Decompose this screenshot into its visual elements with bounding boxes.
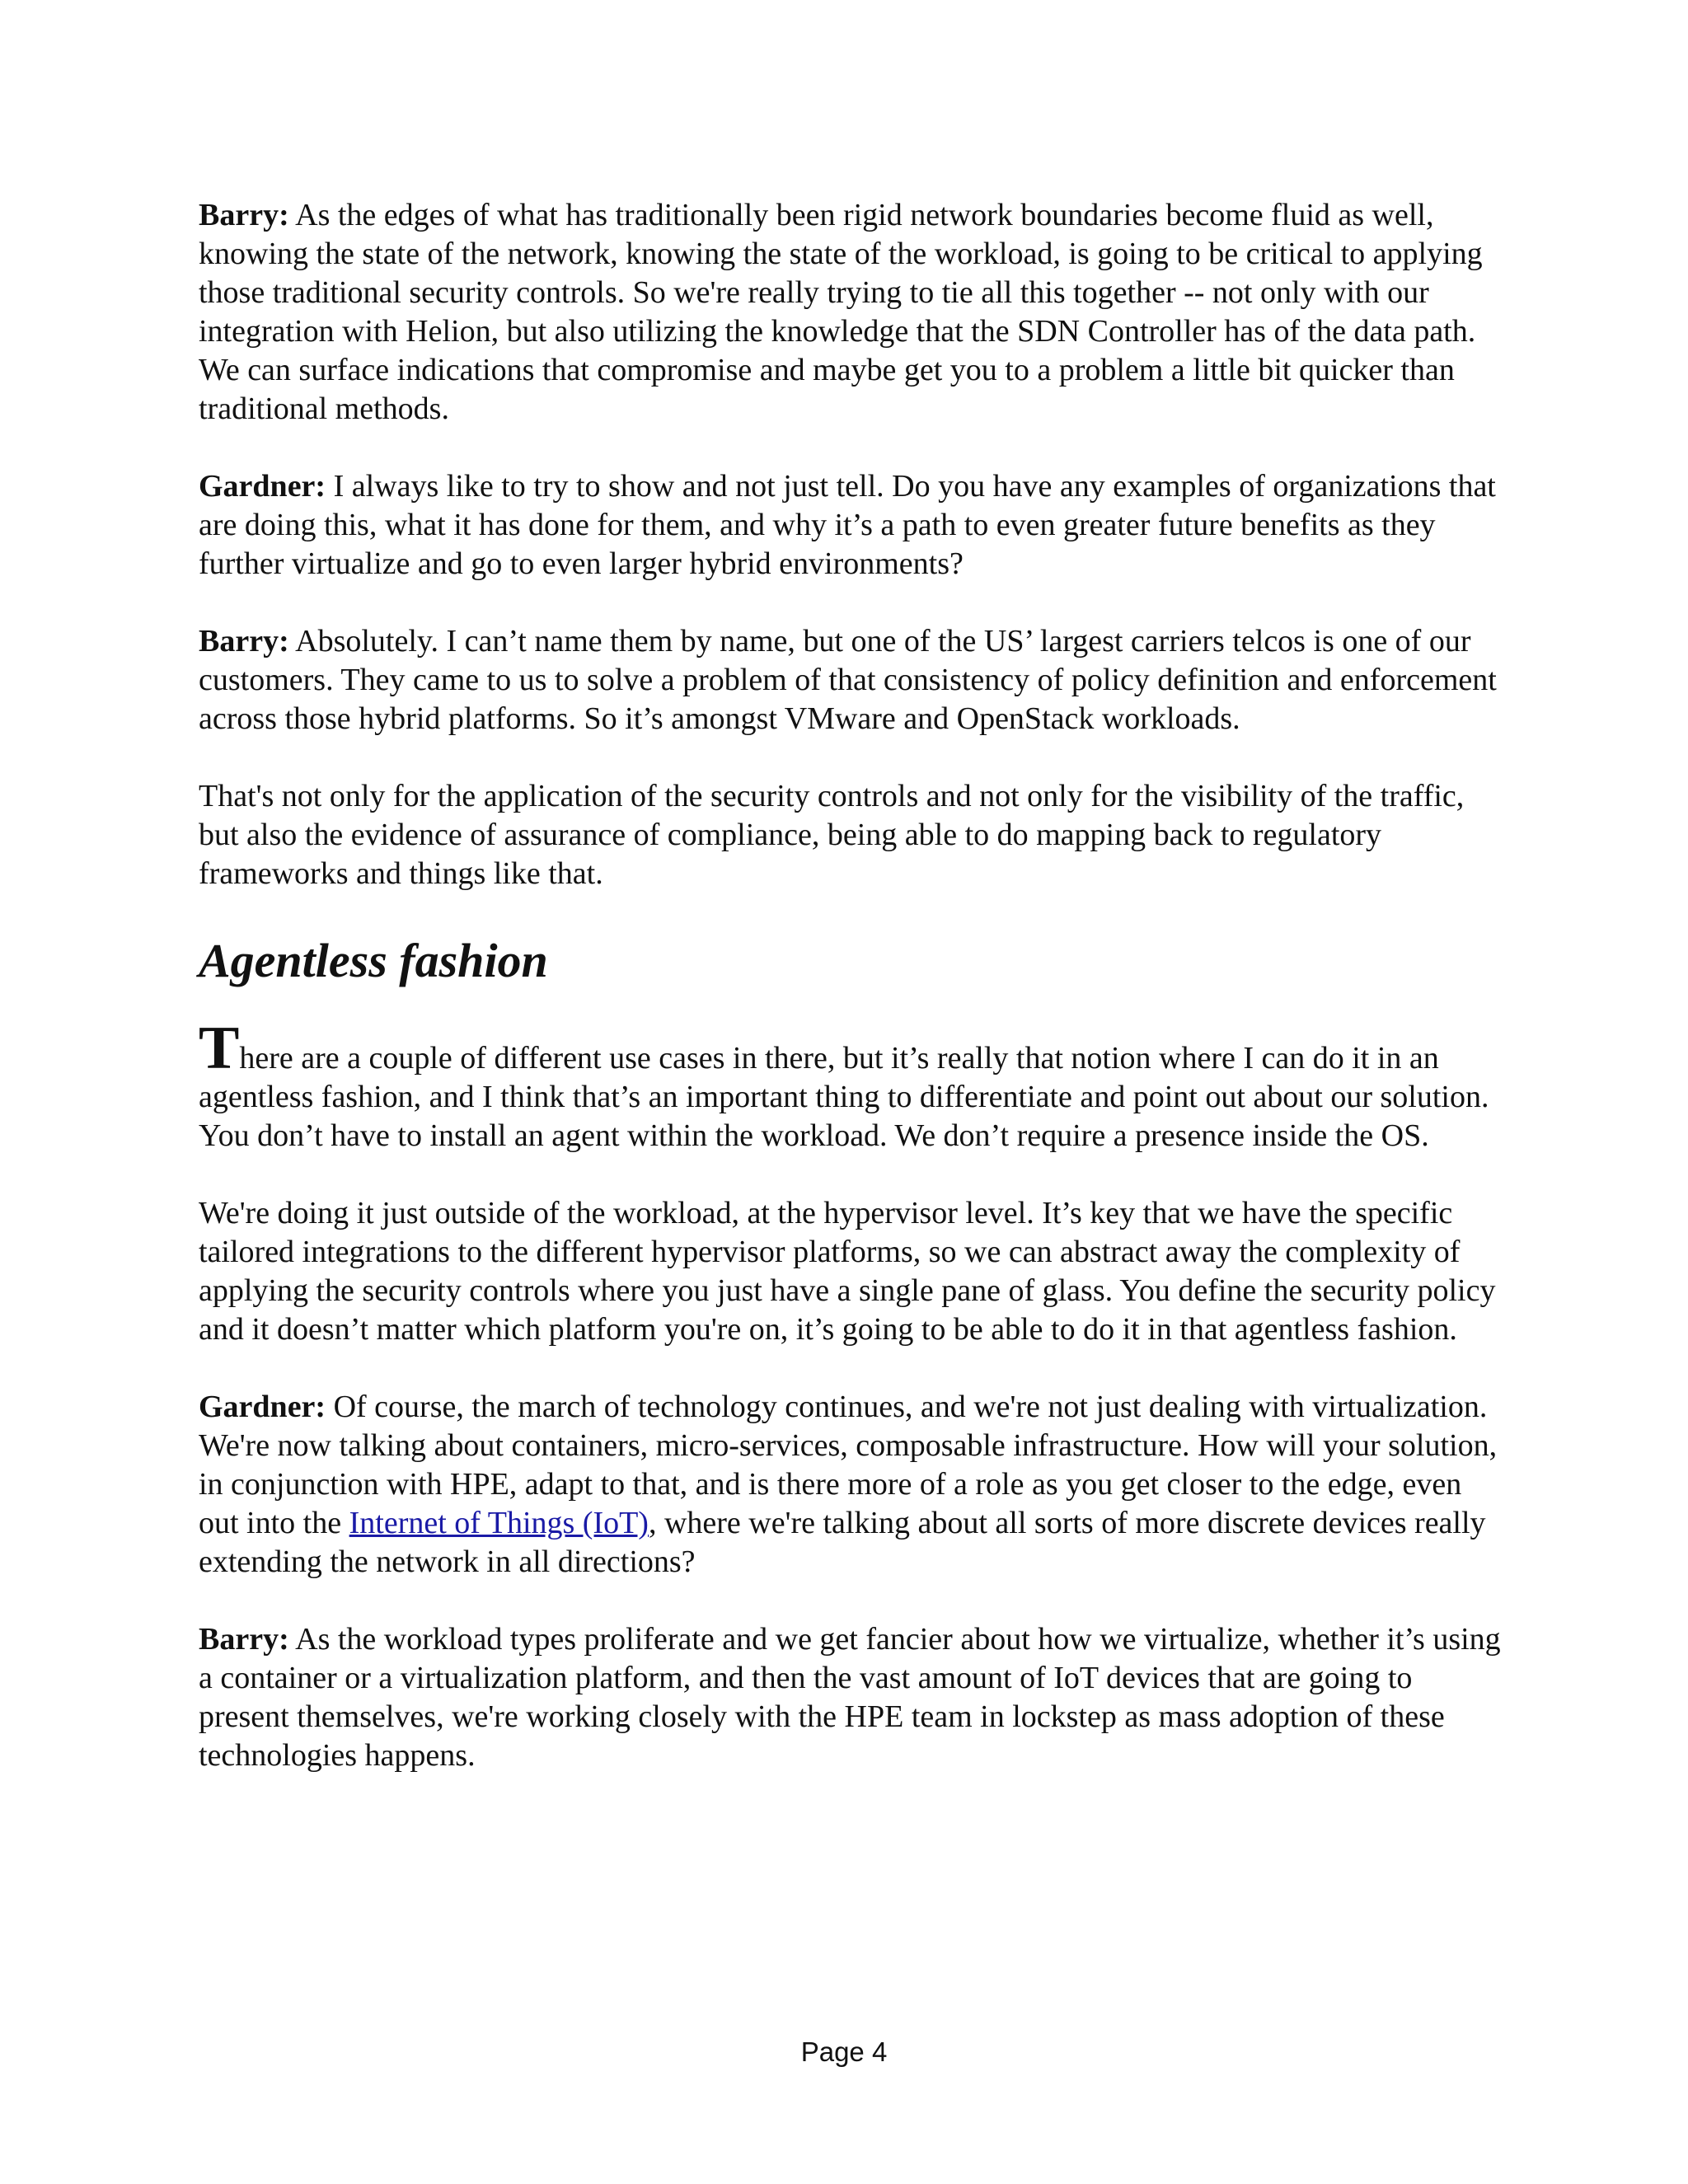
paragraph-gardner-1 <box>199 467 1501 583</box>
paragraph-barry-1 <box>199 196 1501 429</box>
page-number: Page 4 <box>800 2036 888 2067</box>
drop-cap-letter: T <box>199 1015 240 1082</box>
document-body <box>199 196 1501 1814</box>
paragraph-text: I always like to try to show and not just tell. Do you have any examples of organizations that are doing this, what it has done for them, and why it’s a path to even greater future benefits as they further virtualize and go to even larger hybrid environments? <box>199 469 1496 581</box>
paragraph-text: As the edges of what has traditionally been rigid network boundaries become fluid as well, knowing the state of the network, knowing the state of the workload, is going to be critical to applying those traditional security controls. So we're really trying to tie all this together -- not only with our integration with Helion, but also utilizing the knowledge that the SDN Controller has of the data path. We can surface indications that compromise and maybe get you to a problem a little bit quicker than traditional methods. <box>199 198 1483 426</box>
paragraph-text: Absolutely. I can’t name them by name, but one of the US’ largest carriers telcos is one of our customers. They came to us to solve a problem of that consistency of policy definition and enforcement across those hybrid platforms. So it’s amongst VMware and OpenStack workloads. <box>199 624 1497 736</box>
paragraph-continuation <box>199 777 1501 893</box>
paragraph-text: Of course, the march of technology continues, and we're not just dealing with virtualization. We're now talking about containers, micro-services, composable infrastructure. How will your solution, in conjunction with HPE, adapt to that, and is there more of a role as you get closer to the edge, even out into the <box>199 1390 1498 1540</box>
paragraph-text: As the workload types proliferate and we get fancier about how we virtualize, whether it’s using a container or a virtualization platform, and then the vast amount of IoT devices that are going to present themselves, we're working closely with the HPE team in lockstep as mass adoption of these technologies happens. <box>199 1622 1501 1773</box>
iot-link[interactable]: Internet of Things (IoT) <box>349 1506 649 1540</box>
paragraph-text: , where we're talking about all sorts of more discrete devices really extending the network in all directions? <box>199 1506 1486 1579</box>
paragraph-gardner-2 <box>199 1388 1501 1582</box>
speaker-label: Barry: <box>199 1622 289 1657</box>
paragraph-text: here are a couple of different use cases in there, but it’s really that notion where I can do it in an agentless fashion, and I think that’s an important thing to differentiate and point out about our solution. You don’t have to install an agent within the workload. We don’t require a presence inside the OS. <box>199 1041 1489 1153</box>
speaker-label: Barry: <box>199 624 289 658</box>
speaker-label: Gardner: <box>199 1390 326 1424</box>
section-heading: Agentless fashion <box>199 934 548 987</box>
paragraph-text: That's not only for the application of the security controls and not only for the visibility of the traffic, but also the evidence of assurance of compliance, being able to do mapping back to regulatory frameworks and things like that. <box>199 779 1465 891</box>
paragraph-hypervisor <box>199 1194 1501 1349</box>
speaker-label: Gardner: <box>199 469 326 504</box>
paragraph-dropcap <box>199 1015 1501 1155</box>
speaker-label: Barry: <box>199 198 289 232</box>
paragraph-barry-2 <box>199 622 1501 738</box>
paragraph-barry-3 <box>199 1620 1501 1775</box>
paragraph-text: We're doing it just outside of the workload, at the hypervisor level. It’s key that we have the specific tailored integrations to the different hypervisor platforms, so we can abstract away the complexity of applying the security controls where you just have a single pane of glass. You define the security policy and it doesn’t matter which platform you're on, it’s going to be able to do it in that agentless fashion. <box>199 1196 1496 1347</box>
